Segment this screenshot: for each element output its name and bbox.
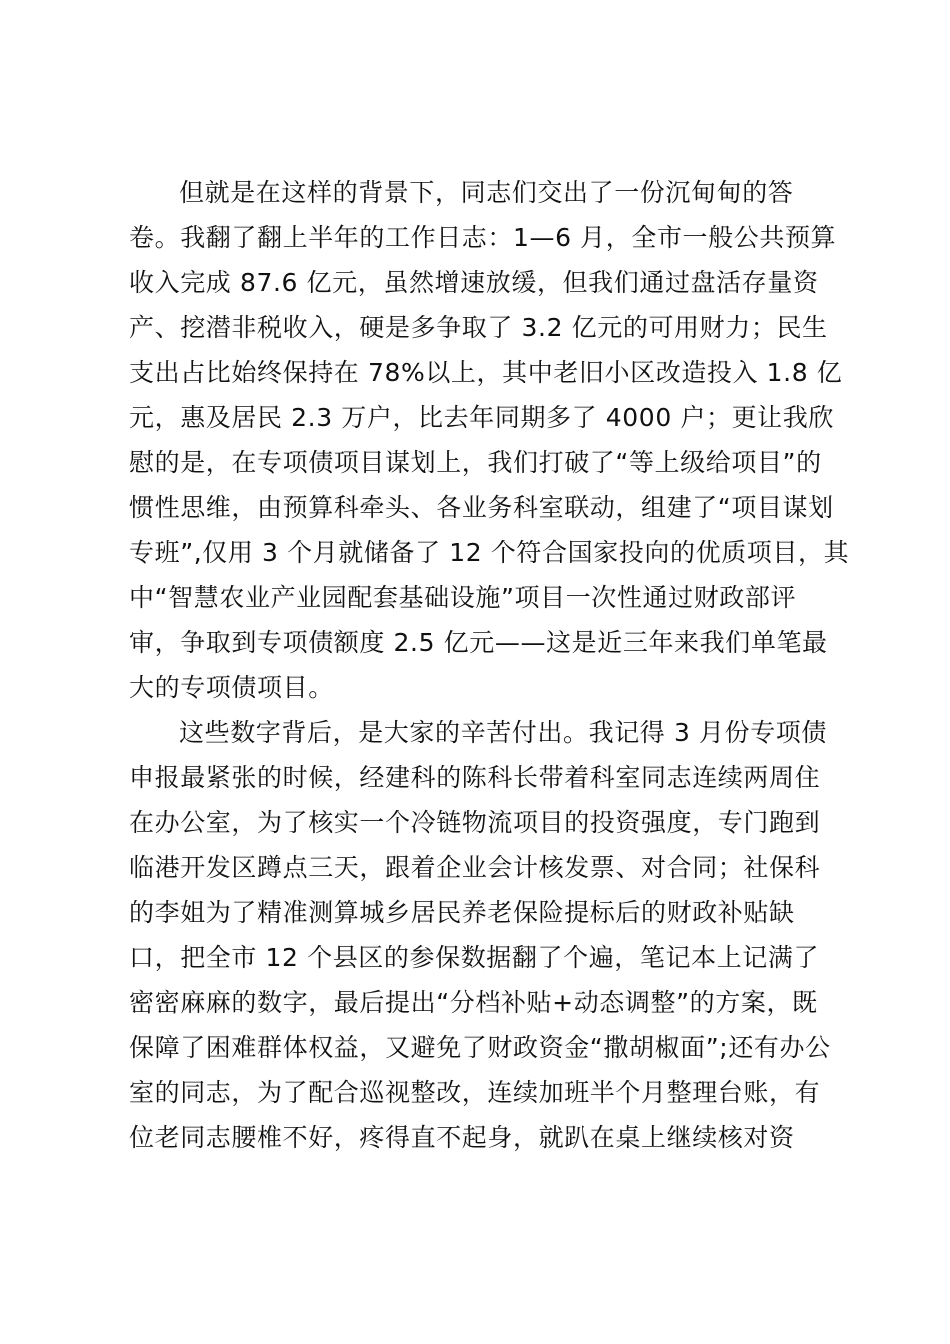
text-line: 在办公室，为了核实一个冷链物流项目的投资强度，专门跑到 (129, 808, 821, 837)
text-line: 申报最紧张的时候，经建科的陈科长带着科室同志连续两周住 (129, 763, 821, 792)
paragraph (129, 170, 850, 710)
text-line: 位老同志腰椎不好，疼得直不起身，就趴在桌上继续核对资 (129, 1123, 795, 1152)
text-line: 保障了困难群体权益，又避免了财政资金“撒胡椒面”;还有办公 (129, 1033, 831, 1062)
text-line: 临港开发区蹲点三天，跟着企业会计核发票、对合同；社保科 (129, 853, 821, 882)
text-line: 室的同志，为了配合巡视整改，连续加班半个月整理台账，有 (129, 1078, 821, 1107)
text-line: 惯性思维，由预算科牵头、各业务科室联动，组建了“项目谋划 (129, 493, 834, 522)
text-line: 的李姐为了精准测算城乡居民养老保险提标后的财政补贴缺 (129, 898, 795, 927)
text-line: 大的专项债项目。 (129, 673, 334, 702)
text-line: 但就是在这样的背景下，同志们交出了一份沉甸甸的答 (179, 178, 794, 207)
text-line: 口，把全市 12 个县区的参保数据翻了个遍，笔记本上记满了 (129, 943, 820, 972)
text-line: 支出占比始终保持在 78%以上，其中老旧小区改造投入 1.8 亿 (129, 358, 843, 387)
text-line: 产、挖潜非税收入，硬是多争取了 3.2 亿元的可用财力；民生 (129, 313, 828, 342)
text-line: 收入完成 87.6 亿元，虽然增速放缓，但我们通过盘活存量资 (129, 268, 819, 297)
text-line: 慰的是，在专项债项目谋划上，我们打破了“等上级给项目”的 (129, 448, 822, 477)
text-line: 这些数字背后，是大家的辛苦付出。我记得 3 月份专项债 (179, 718, 828, 747)
text-line: 中“智慧农业产业园配套基础设施”项目一次性通过财政部评 (129, 583, 797, 612)
text-line: 元，惠及居民 2.3 万户，比去年同期多了 4000 户；更让我欣 (129, 403, 834, 432)
text-line: 审，争取到专项债额度 2.5 亿元——这是近三年来我们单笔最 (129, 628, 828, 657)
text-line: 密密麻麻的数字，最后提出“分档补贴+动态调整”的方案，既 (129, 988, 818, 1017)
paragraph (129, 710, 834, 1160)
text-line: 专班”,仅用 3 个月就储备了 12 个符合国家投向的优质项目，其 (129, 538, 850, 567)
body-text (129, 170, 850, 1160)
text-line: 卷。我翻了翻上半年的工作日志：1—6 月，全市一般公共预算 (129, 223, 837, 252)
